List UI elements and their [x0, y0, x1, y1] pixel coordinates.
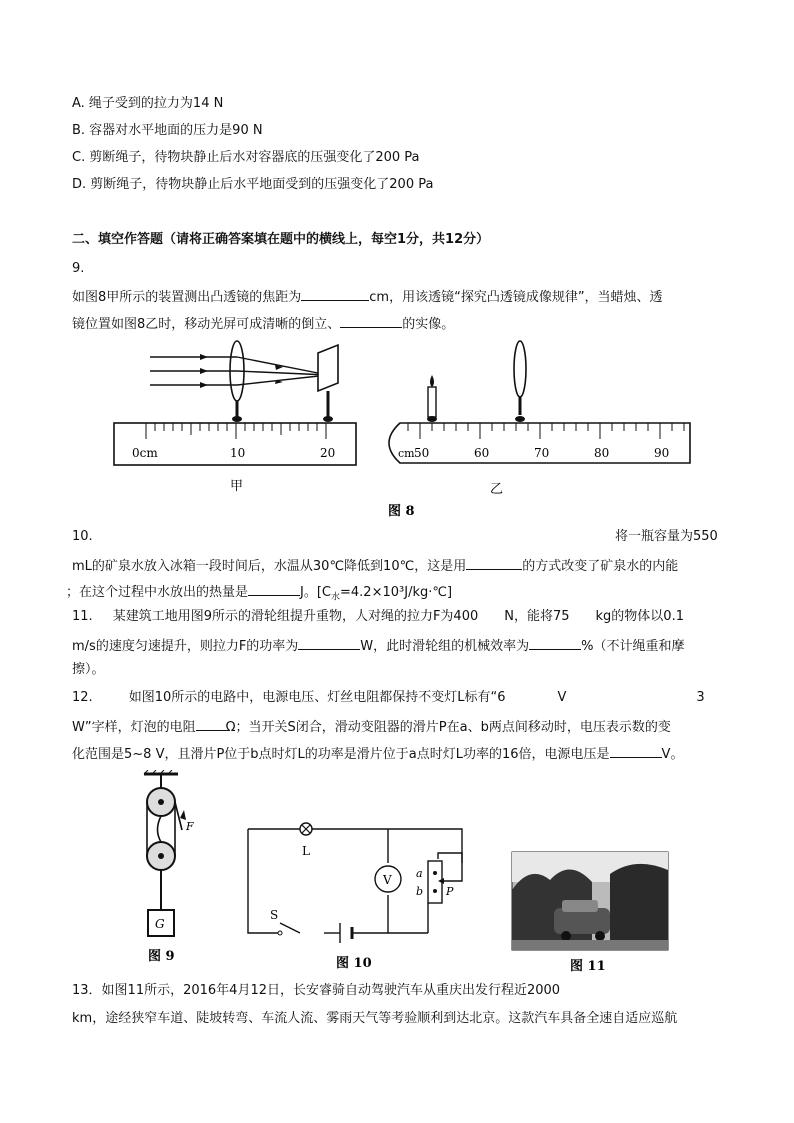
q11-line3: 擦）。	[72, 662, 105, 677]
fig10-label-b: b	[416, 885, 424, 898]
q9-number: 9.	[72, 261, 85, 276]
fig10-label-l: L	[302, 844, 310, 858]
q10-line2: mL的矿泉水放入冰箱一段时间后，水温从30℃降低到10℃，这是用 的方式改变了矿泉水的内能	[72, 555, 678, 576]
q10-number: 10.	[72, 529, 93, 544]
rheostat-icon	[428, 861, 442, 903]
figure-8	[110, 335, 700, 520]
option-c: C. 剪断绳子，待物块静止后水对容器底的压强变化了200 Pa	[72, 150, 420, 165]
q10-line3: ；在这个过程中水放出的热量是 J。$[C_水=4.2\times 10^3J/kg\cdot℃]$	[66, 581, 452, 607]
fig11-caption: 图 11	[570, 959, 606, 974]
fig10-label-p: P	[446, 885, 454, 898]
ruler1-label-10: 10	[230, 446, 246, 460]
q12-line1: 12. 如图10所示的电路中，电源电压、灯丝电阻都保持不变灯L标有“6 V 3	[72, 690, 705, 705]
answer-blank[interactable]	[301, 286, 369, 301]
answer-blank[interactable]	[340, 313, 402, 328]
answer-blank[interactable]	[196, 716, 226, 731]
answer-blank[interactable]	[298, 635, 360, 650]
q11-line2: m/s的速度匀速提升，则拉力F的功率为 W，此时滑轮组的机械效率为 %（不计绳重和摩	[72, 635, 685, 656]
fig10-label-s: S	[270, 908, 279, 922]
fig9-label-g: G	[155, 917, 165, 931]
q12-line2: W”字样，灯泡的电阻 Ω；当开关S闭合，滑动变阻器的滑片P在a、b两点间移动时，电压表示数的变	[72, 716, 671, 737]
q12-line3: 化范围是5~8 V，且滑片P位于b点时灯L的功率是滑片位于a点时灯L功率的16倍，电源电压是 V。	[72, 743, 683, 764]
q10-line1: 将一瓶容量为550	[615, 529, 718, 544]
fig10-label-v: V	[383, 873, 392, 887]
ruler2-label-80: 80	[594, 446, 610, 460]
option-b: B. 容器对水平地面的压力是90 N	[72, 123, 263, 138]
ruler1-label-20: 20	[320, 446, 336, 460]
figure-9-pulley	[130, 770, 200, 970]
answer-blank[interactable]	[466, 555, 522, 570]
ruler2-label-cm: cm	[398, 447, 415, 460]
ruler2-label-70: 70	[534, 446, 550, 460]
answer-blank[interactable]	[529, 635, 581, 650]
ruler2-label-60: 60	[474, 446, 490, 460]
q9-line2: 镜位置如图8乙时，移动光屏可成清晰的倒立、 的实像。	[72, 313, 454, 334]
candle-flame-icon	[430, 375, 434, 387]
fig8-caption: 图 8	[388, 504, 415, 519]
q13-line1: 13．如图11所示，2016年4月12日，长安睿骑自动驾驶汽车从重庆出发行程近2000	[72, 983, 561, 998]
q9-line1: 如图8甲所示的装置测出凸透镜的焦距为 cm，用该透镜“探究凸透镜成像规律”，当蜡烛、透	[72, 286, 663, 307]
fig9-caption: 图 9	[148, 949, 175, 964]
fig10-label-a: a	[416, 867, 423, 880]
figure-10-circuit	[240, 815, 470, 975]
ruler2-label-90: 90	[654, 446, 670, 460]
figure-11-photo	[510, 850, 670, 975]
answer-blank[interactable]	[610, 743, 662, 758]
ruler1-label-0: 0cm	[132, 446, 158, 460]
fig8-sub-yi: 乙	[490, 482, 504, 497]
option-d: D. 剪断绳子，待物块静止后水平地面受到的压强变化了200 Pa	[72, 177, 434, 192]
answer-blank[interactable]	[248, 581, 300, 596]
fig10-caption: 图 10	[336, 956, 372, 971]
fig8-sub-jia: 甲	[230, 479, 244, 494]
q13-line2: km，途经狭窄车道、陡坡转弯、车流人流、雾雨天气等考验顺利到达北京。这款汽车具备全速自适应巡航	[72, 1011, 678, 1026]
candle-icon	[428, 387, 436, 417]
section-title: 二、填空作答题（请将正确答案填在题中的横线上，每空1分，共12分）	[72, 232, 490, 247]
q11-line1: 11. 某建筑工地用图9所示的滑轮组提升重物，人对绳的拉力F为400 N，能将75 kg的物体以0.1	[72, 609, 684, 624]
ruler2-label-50: 50	[414, 446, 430, 460]
fig9-label-f: F	[186, 820, 194, 833]
option-a: A. 绳子受到的拉力为14 N	[72, 96, 224, 111]
